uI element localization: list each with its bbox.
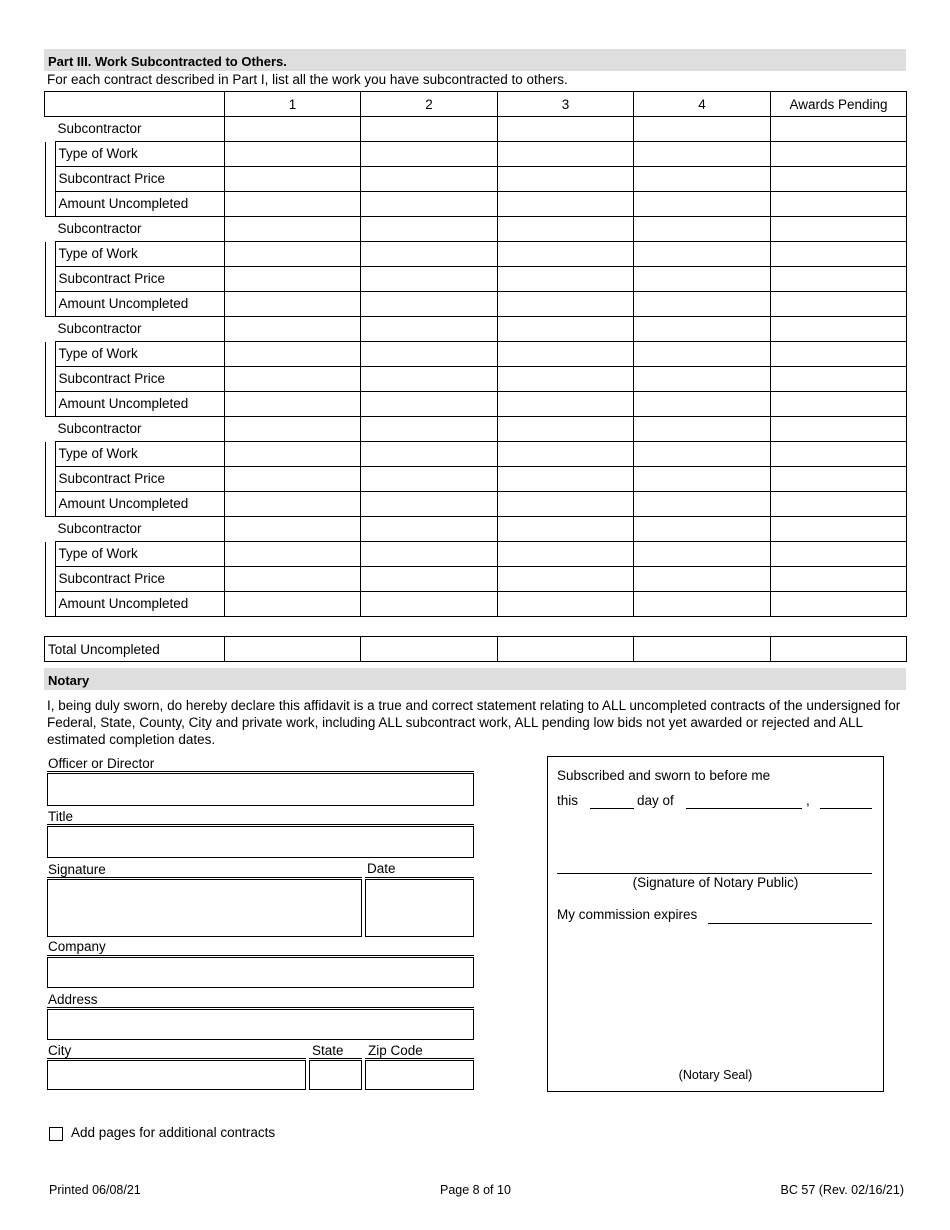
- table-cell[interactable]: [634, 442, 771, 467]
- table-cell[interactable]: [771, 117, 907, 142]
- column-header: 3: [498, 92, 634, 117]
- table-cell[interactable]: [361, 342, 498, 367]
- table-row: [45, 592, 907, 617]
- table-cell[interactable]: [361, 442, 498, 467]
- table-cell[interactable]: [361, 167, 498, 192]
- row-label: [45, 517, 225, 542]
- table-cell[interactable]: [498, 592, 634, 617]
- row-label-text: Subcontractor: [57, 121, 142, 136]
- row-label-text: Amount Uncompleted: [58, 595, 189, 611]
- row-label: [45, 242, 225, 267]
- address-line: [47, 1007, 474, 1008]
- city-line: [47, 1058, 306, 1059]
- table-row: [45, 467, 907, 492]
- comma-text: ,: [806, 793, 810, 808]
- table-cell[interactable]: [225, 592, 361, 617]
- day-of-text: day of: [637, 793, 674, 808]
- signature-line: [47, 877, 362, 878]
- table-cell[interactable]: [634, 517, 771, 542]
- table-cell[interactable]: [225, 367, 361, 392]
- table-cell[interactable]: [771, 367, 907, 392]
- notary-signature-caption: (Signature of Notary Public): [632, 875, 799, 890]
- table-row: [45, 492, 907, 517]
- table-cell[interactable]: [225, 292, 361, 317]
- row-label: [45, 142, 225, 167]
- state-input[interactable]: [309, 1060, 362, 1090]
- address-input[interactable]: [47, 1009, 474, 1040]
- table-cell[interactable]: [771, 442, 907, 467]
- table-cell[interactable]: [771, 392, 907, 417]
- row-label-text: Type of Work: [58, 545, 138, 561]
- table-cell[interactable]: [771, 267, 907, 292]
- table-cell[interactable]: [771, 217, 907, 242]
- year-blank[interactable]: [820, 808, 872, 809]
- table-cell[interactable]: [361, 117, 498, 142]
- row-label: [45, 442, 225, 467]
- subscribed-text: Subscribed and sworn to before me: [557, 768, 771, 783]
- row-label: [45, 292, 225, 317]
- title-input[interactable]: [47, 826, 474, 858]
- table-cell[interactable]: [361, 467, 498, 492]
- row-label-text: Subcontractor: [57, 521, 142, 536]
- table-cell[interactable]: [634, 292, 771, 317]
- row-label-text: Subcontractor: [57, 421, 142, 436]
- table-cell[interactable]: [361, 542, 498, 567]
- table-cell[interactable]: [498, 267, 634, 292]
- table-header-row: [45, 92, 907, 117]
- address-label: Address: [48, 992, 98, 1007]
- total-cell-awards-pending[interactable]: [771, 637, 907, 662]
- table-cell[interactable]: [361, 517, 498, 542]
- table-cell[interactable]: [361, 317, 498, 342]
- affidavit-text: I, being duly sworn, do hereby declare this affidavit is a true and correct statement relating to ALL uncompleted contracts of the undersigned for Federal, State, County, City and private work, including ALL subcontract work, ALL pending low bids not yet awarded or rejected and ALL estimated completion dates.: [47, 698, 901, 747]
- table-cell[interactable]: [634, 367, 771, 392]
- table-cell[interactable]: [634, 267, 771, 292]
- zip-input[interactable]: [365, 1060, 474, 1090]
- table-row: [45, 267, 907, 292]
- row-label: [45, 567, 225, 592]
- column-header: 2: [361, 92, 498, 117]
- title-line: [47, 824, 474, 825]
- row-label-text: Amount Uncompleted: [58, 395, 189, 411]
- notary-signature-line[interactable]: [557, 873, 872, 874]
- table-cell[interactable]: [225, 317, 361, 342]
- zip-label: Zip Code: [368, 1043, 423, 1058]
- table-cell[interactable]: [771, 592, 907, 617]
- table-cell[interactable]: [498, 517, 634, 542]
- table-cell[interactable]: [225, 517, 361, 542]
- header-corner: [45, 92, 225, 117]
- row-label-text: Type of Work: [58, 445, 138, 461]
- table-cell[interactable]: [498, 542, 634, 567]
- part3-title: Part III. Work Subcontracted to Others.: [44, 49, 906, 71]
- table-cell[interactable]: [361, 217, 498, 242]
- total-cell-2[interactable]: [361, 637, 498, 662]
- row-label-text: Subcontract Price: [58, 370, 166, 386]
- title-label: Title: [48, 809, 74, 824]
- company-line: [47, 955, 474, 956]
- table-row: [45, 442, 907, 467]
- table-cell[interactable]: [498, 442, 634, 467]
- table-row: [45, 242, 907, 267]
- table-cell[interactable]: [361, 142, 498, 167]
- row-label: [45, 392, 225, 417]
- table-cell[interactable]: [498, 492, 634, 517]
- table-cell[interactable]: [634, 567, 771, 592]
- table-cell[interactable]: [498, 167, 634, 192]
- date-line: [365, 877, 474, 878]
- date-input[interactable]: [365, 879, 474, 937]
- row-label-text: Subcontract Price: [58, 270, 166, 286]
- table-cell[interactable]: [771, 242, 907, 267]
- table-cell[interactable]: [634, 342, 771, 367]
- row-label: [45, 217, 225, 242]
- table-cell[interactable]: [225, 392, 361, 417]
- total-uncompleted-label: Total Uncompleted: [45, 637, 225, 662]
- table-cell[interactable]: [498, 292, 634, 317]
- table-cell[interactable]: [634, 392, 771, 417]
- table-cell[interactable]: [361, 192, 498, 217]
- table-cell[interactable]: [634, 317, 771, 342]
- table-cell[interactable]: [771, 167, 907, 192]
- row-label: [45, 317, 225, 342]
- row-label-text: Subcontract Price: [58, 470, 166, 486]
- table-cell[interactable]: [225, 267, 361, 292]
- table-cell[interactable]: [361, 242, 498, 267]
- column-header: 4: [634, 92, 771, 117]
- total-cell-3[interactable]: [498, 637, 634, 662]
- officer-label: Officer or Director: [48, 756, 155, 771]
- table-cell[interactable]: [771, 542, 907, 567]
- table-row: [45, 542, 907, 567]
- city-label: City: [48, 1043, 72, 1058]
- table-cell[interactable]: [225, 342, 361, 367]
- row-label-text: Subcontract Price: [58, 570, 166, 586]
- table-cell[interactable]: [498, 367, 634, 392]
- table-cell[interactable]: [634, 467, 771, 492]
- table-cell[interactable]: [771, 292, 907, 317]
- table-cell[interactable]: [771, 142, 907, 167]
- table-row: [45, 317, 907, 342]
- table-row: [45, 192, 907, 217]
- part3-instruction: For each contract described in Part I, list all the work you have subcontracted to others.: [47, 72, 568, 87]
- row-label: [45, 592, 225, 617]
- table-row: [45, 392, 907, 417]
- table-cell[interactable]: [225, 167, 361, 192]
- row-label-text: Subcontractor: [57, 321, 142, 336]
- row-label-text: Type of Work: [58, 345, 138, 361]
- add-pages-checkbox[interactable]: [49, 1127, 63, 1141]
- table-cell[interactable]: [771, 192, 907, 217]
- total-row: [45, 637, 907, 662]
- table-cell[interactable]: [634, 242, 771, 267]
- table-cell[interactable]: [361, 267, 498, 292]
- commission-text: My commission expires: [557, 907, 698, 922]
- subcontract-table: [44, 91, 907, 617]
- table-cell[interactable]: [498, 142, 634, 167]
- day-blank[interactable]: [590, 808, 634, 809]
- officer-input[interactable]: [47, 773, 474, 806]
- table-cell[interactable]: [361, 567, 498, 592]
- row-label: [45, 417, 225, 442]
- table-cell[interactable]: [634, 417, 771, 442]
- table-cell[interactable]: [225, 142, 361, 167]
- commission-blank[interactable]: [708, 923, 872, 924]
- footer-page: Page 8 of 10: [440, 1183, 511, 1197]
- table-row: [45, 342, 907, 367]
- table-cell[interactable]: [498, 467, 634, 492]
- row-label-text: Subcontractor: [57, 221, 142, 236]
- notary-title: Notary: [44, 668, 906, 690]
- table-cell[interactable]: [634, 217, 771, 242]
- signature-input[interactable]: [47, 879, 362, 937]
- table-row: [45, 217, 907, 242]
- signature-label: Signature: [48, 862, 106, 877]
- date-label: Date: [367, 861, 396, 876]
- officer-line: [47, 771, 474, 772]
- table-cell[interactable]: [498, 342, 634, 367]
- row-label: [45, 542, 225, 567]
- notary-seal-caption: (Notary Seal): [678, 1068, 753, 1082]
- row-label-text: Type of Work: [58, 245, 138, 261]
- row-label: [45, 167, 225, 192]
- row-label-text: Amount Uncompleted: [58, 495, 189, 511]
- table-row: [45, 167, 907, 192]
- total-cell-1[interactable]: [225, 637, 361, 662]
- footer-form-number: BC 57 (Rev. 02/16/21): [780, 1183, 904, 1197]
- table-cell[interactable]: [361, 367, 498, 392]
- row-label: [45, 492, 225, 517]
- table-cell[interactable]: [634, 492, 771, 517]
- row-label: [45, 192, 225, 217]
- table-cell[interactable]: [771, 417, 907, 442]
- table-row: [45, 567, 907, 592]
- table-cell[interactable]: [498, 217, 634, 242]
- city-input[interactable]: [47, 1060, 306, 1090]
- column-header: Awards Pending: [771, 92, 907, 117]
- table-row: [45, 517, 907, 542]
- company-input[interactable]: [47, 957, 474, 988]
- zip-line: [365, 1058, 474, 1059]
- table-cell[interactable]: [771, 492, 907, 517]
- row-label: [45, 467, 225, 492]
- table-cell[interactable]: [225, 442, 361, 467]
- table-row: [45, 417, 907, 442]
- table-cell[interactable]: [498, 242, 634, 267]
- row-label: [45, 117, 225, 142]
- table-row: [45, 367, 907, 392]
- table-row: [45, 117, 907, 142]
- footer-printed: Printed 06/08/21: [49, 1183, 141, 1197]
- state-label: State: [312, 1043, 344, 1058]
- table-row: [45, 142, 907, 167]
- row-label-text: Subcontract Price: [58, 170, 166, 186]
- table-cell[interactable]: [225, 417, 361, 442]
- month-blank[interactable]: [686, 808, 802, 809]
- row-label: [45, 267, 225, 292]
- table-cell[interactable]: [225, 217, 361, 242]
- table-cell[interactable]: [361, 392, 498, 417]
- table-cell[interactable]: [225, 467, 361, 492]
- table-cell[interactable]: [361, 292, 498, 317]
- table-cell[interactable]: [634, 117, 771, 142]
- table-cell[interactable]: [498, 567, 634, 592]
- add-pages-label: Add pages for additional contracts: [71, 1125, 276, 1140]
- table-cell[interactable]: [771, 317, 907, 342]
- row-label: [45, 342, 225, 367]
- table-cell[interactable]: [634, 142, 771, 167]
- this-text: this: [557, 793, 579, 808]
- table-cell[interactable]: [361, 492, 498, 517]
- table-cell[interactable]: [634, 192, 771, 217]
- row-label-text: Type of Work: [58, 145, 138, 161]
- table-cell[interactable]: [225, 567, 361, 592]
- table-cell[interactable]: [498, 317, 634, 342]
- total-uncompleted-table: [44, 636, 907, 662]
- table-row: [45, 292, 907, 317]
- row-label-text: Amount Uncompleted: [58, 295, 189, 311]
- table-cell[interactable]: [225, 542, 361, 567]
- table-cell[interactable]: [361, 417, 498, 442]
- table-cell[interactable]: [498, 117, 634, 142]
- table-cell[interactable]: [225, 192, 361, 217]
- table-cell[interactable]: [634, 542, 771, 567]
- total-cell-4[interactable]: [634, 637, 771, 662]
- table-cell[interactable]: [498, 392, 634, 417]
- table-cell[interactable]: [225, 117, 361, 142]
- notary-box: [547, 756, 884, 1092]
- state-line: [309, 1058, 362, 1059]
- table-cell[interactable]: [361, 592, 498, 617]
- table-cell[interactable]: [771, 517, 907, 542]
- table-cell[interactable]: [225, 242, 361, 267]
- table-cell[interactable]: [634, 167, 771, 192]
- row-label: [45, 367, 225, 392]
- table-cell[interactable]: [498, 417, 634, 442]
- table-cell[interactable]: [771, 342, 907, 367]
- table-cell[interactable]: [498, 192, 634, 217]
- table-cell[interactable]: [771, 467, 907, 492]
- table-cell[interactable]: [225, 492, 361, 517]
- row-label-text: Amount Uncompleted: [58, 195, 189, 211]
- table-cell[interactable]: [771, 567, 907, 592]
- table-cell[interactable]: [634, 592, 771, 617]
- company-label: Company: [48, 939, 106, 954]
- column-header: 1: [225, 92, 361, 117]
